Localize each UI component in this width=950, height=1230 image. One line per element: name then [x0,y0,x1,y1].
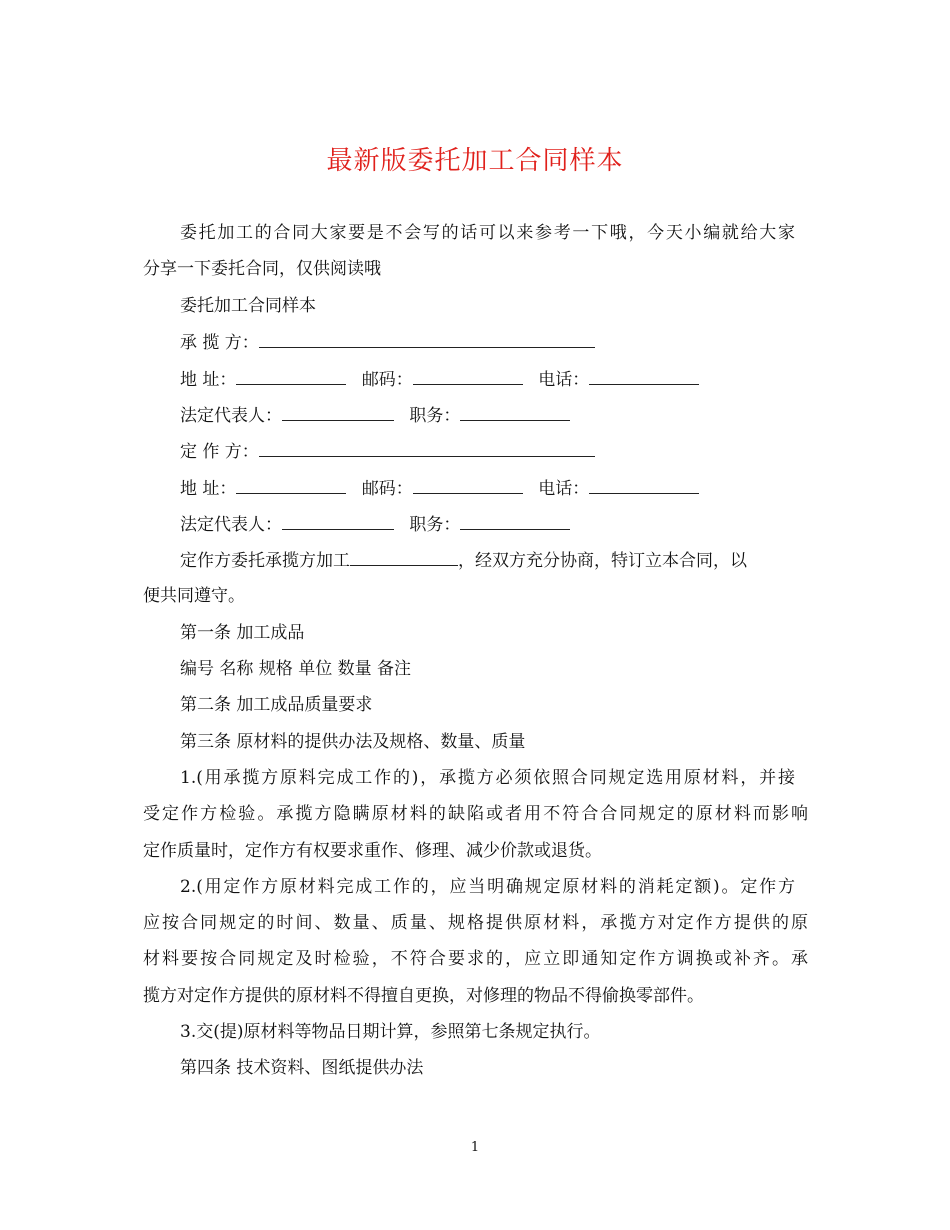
article-1-columns: 编号 名称 规格 单位 数量 备注 [180,659,412,679]
phone-label: 电话： [538,479,590,499]
client-blank[interactable] [259,440,595,457]
address-label: 地 址： [180,370,237,390]
client-address-row [180,477,845,500]
postcode-label: 邮码： [361,370,413,390]
position-label: 职务： [409,406,461,426]
purpose-blank[interactable] [350,549,458,566]
position-label: 职务： [409,515,461,535]
document-title: 最新版委托加工合同样本 [326,146,624,176]
legal-rep-blank[interactable] [282,404,394,421]
postcode-blank[interactable] [413,477,523,494]
purpose-line-1 [180,549,795,572]
contractor-row [180,331,845,354]
position-blank[interactable] [460,513,570,530]
article-3-heading: 第三条 原材料的提供办法及规格、数量、质量 [180,732,526,752]
phone-blank[interactable] [589,477,699,494]
position-blank[interactable] [460,404,570,421]
clause-2-line-2: 应按合同规定的时间、数量、质量、规格提供原材料，承揽方对定作方提供的原 [143,913,808,933]
phone-blank[interactable] [589,368,699,385]
clause-2-line-1: 2.(用定作方原材料完成工作的，应当明确规定原材料的消耗定额)。定作方 [180,877,795,897]
legal-rep-blank[interactable] [282,513,394,530]
contractor-rep-row [180,404,845,427]
client-row [180,440,845,463]
address-label: 地 址： [180,479,237,499]
phone-label: 电话： [538,370,590,390]
legal-rep-label: 法定代表人： [180,515,282,535]
clause-3: 3.交(提)原材料等物品日期计算，参照第七条规定执行。 [180,1022,601,1042]
postcode-blank[interactable] [413,368,523,385]
contractor-blank[interactable] [259,331,595,348]
article-1-heading: 第一条 加工成品 [180,623,305,643]
contractor-address-row [180,368,845,391]
postcode-label: 邮码： [361,479,413,499]
address-blank[interactable] [236,368,346,385]
clause-2-line-4: 揽方对定作方提供的原材料不得擅自更换，对修理的物品不得偷换零部件。 [143,986,704,1006]
contractor-label: 承 揽 方： [180,333,259,353]
subtitle: 委托加工合同样本 [180,296,316,316]
clause-1-line-3: 定作质量时，定作方有权要求重作、修理、减少价款或退货。 [143,841,602,861]
intro-line-2: 分享一下委托合同，仅供阅读哦 [143,259,381,279]
page-number: 1 [470,1140,480,1155]
legal-rep-label: 法定代表人： [180,406,282,426]
article-4-heading: 第四条 技术资料、图纸提供办法 [180,1058,424,1078]
client-label: 定 作 方： [180,442,259,462]
purpose-line-2: 便共同遵守。 [143,586,245,606]
intro-line-1: 委托加工的合同大家要是不会写的话可以来参考一下哦，今天小编就给大家 [180,223,795,243]
purpose-prefix: 定作方委托承揽方加工 [180,551,350,571]
clause-1-line-2: 受定作方检验。承揽方隐瞒原材料的缺陷或者用不符合合同规定的原材料而影响 [143,804,808,824]
address-blank[interactable] [236,477,346,494]
purpose-suffix: ，经双方充分协商，特订立本合同，以 [458,551,747,571]
client-rep-row [180,513,845,536]
article-2-heading: 第二条 加工成品质量要求 [180,695,373,715]
clause-1-line-1: 1.(用承揽方原料完成工作的)，承揽方必须依照合同规定选用原材料，并接 [180,768,795,788]
clause-2-line-3: 材料要按合同规定及时检验，不符合要求的，应立即通知定作方调换或补齐。承 [143,949,808,969]
